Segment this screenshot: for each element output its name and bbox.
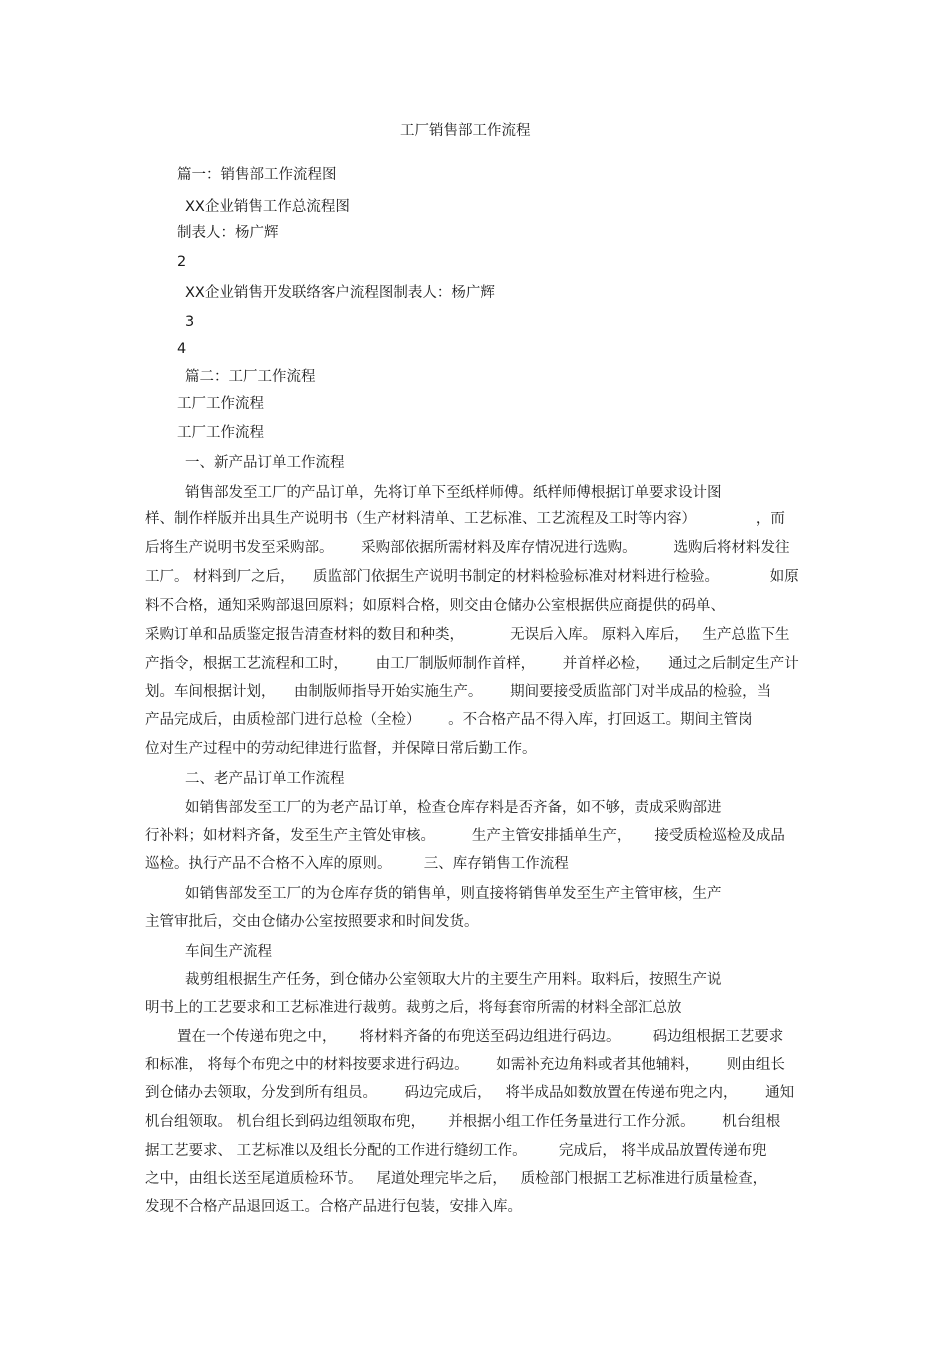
- paragraph-line: 发现不合格产品退回返工。合格产品进行包装，安排入库。: [145, 1199, 522, 1215]
- paragraph-line: 如销售部发至工厂的为老产品订单，检查仓库存料是否齐备，如不够，责成采购部进: [185, 800, 722, 816]
- paragraph-line: 产品完成后，由质检部门进行总检（全检） 。不合格产品不得入库，打回返工。期间主管岗: [145, 712, 753, 728]
- paragraph-line: 后将生产说明书发至采购部。 采购部依据所需材料及库存情况进行选购。 选购后将材料发往: [145, 540, 790, 556]
- text-line: 篇一：销售部工作流程图: [177, 167, 337, 183]
- section-heading: 篇二：工厂工作流程: [185, 369, 316, 385]
- paragraph-line: 机台组领取。 机台组长到码边组领取布兜， 并根据小组工作任务量进行工作分派。 机台组根: [145, 1114, 781, 1130]
- paragraph-line: 位对生产过程中的劳动纪律进行监督，并保障日常后勤工作。: [145, 741, 537, 757]
- text-line: 2: [177, 254, 187, 270]
- text-line: 4: [177, 341, 187, 357]
- paragraph-line: 如销售部发至工厂的为仓库存货的销售单，则直接将销售单发至生产主管审核，生产: [185, 886, 722, 902]
- paragraph-line: 明书上的工艺要求和工艺标准进行裁剪。裁剪之后，将每套帘所需的材料全部汇总放: [145, 1000, 682, 1016]
- text-line: 工厂工作流程: [177, 396, 264, 412]
- paragraph-line: 和标准， 将每个布兜之中的材料按要求进行码边。 如需补充边角料或者其他辅料， 则由组长: [145, 1057, 785, 1073]
- paragraph-line: 工厂。 材料到厂之后， 质监部门依据生产说明书制定的材料检验标准对材料进行检验。 如原: [145, 569, 799, 585]
- text-line: 工厂工作流程: [177, 425, 264, 441]
- paragraph-line: 销售部发至工厂的产品订单，先将订单下至纸样师傅。纸样师傅根据订单要求设计图: [185, 485, 722, 501]
- text-line: 3: [185, 314, 195, 330]
- paragraph-line: 主管审批后，交由仓储办公室按照要求和时间发货。: [145, 914, 479, 930]
- paragraph-line: 巡检。执行产品不合格不入库的原则。 三、库存销售工作流程: [145, 856, 569, 872]
- section-heading: 车间生产流程: [185, 944, 272, 960]
- paragraph-line: 之中，由组长送至尾道质检环节。 尾道处理完毕之后， 质检部门根据工艺标准进行质量检查，: [145, 1171, 768, 1187]
- paragraph-line: 划。车间根据计划， 由制版师指导开始实施生产。 期间要接受质监部门对半成品的检验，当: [145, 684, 772, 700]
- section-heading: 一、新产品订单工作流程: [185, 455, 345, 471]
- section-heading: 二、老产品订单工作流程: [185, 771, 345, 787]
- paragraph-line: 据工艺要求、 工艺标准以及组长分配的工作进行缝纫工作。 完成后， 将半成品放置传递布兜: [145, 1143, 767, 1159]
- text-line: 制表人：杨广辉: [177, 225, 279, 241]
- text-line: XX企业销售开发联络客户流程图制表人：杨广辉: [185, 285, 495, 301]
- paragraph-line: 产指令，根据工艺流程和工时， 由工厂制版师制作首样， 并首样必检， 通过之后制定生产计: [145, 656, 799, 672]
- paragraph-line: 样、制作样版并出具生产说明书（生产材料清单、工艺标准、工艺流程及工时等内容） ，而: [145, 511, 785, 527]
- paragraph-line: 置在一个传递布兜之中， 将材料齐备的布兜送至码边组进行码边。 码边组根据工艺要求: [177, 1029, 784, 1045]
- document-title: 工厂销售部工作流程: [400, 123, 531, 139]
- paragraph-line: 到仓储办去领取，分发到所有组员。 码边完成后， 将半成品如数放置在传递布兜之内， 通知: [145, 1085, 795, 1101]
- paragraph-line: 料不合格，通知采购部退回原料；如原料合格，则交由仓储办公室根据供应商提供的码单、: [145, 598, 725, 614]
- paragraph-line: 裁剪组根据生产任务，到仓储办公室领取大片的主要生产用料。取料后，按照生产说: [185, 972, 722, 988]
- paragraph-line: 行补料；如材料齐备，发至生产主管处审核。 生产主管安排插单生产， 接受质检巡检及成品: [145, 828, 785, 844]
- paragraph-line: 采购订单和品质鉴定报告清查材料的数目和种类， 无误后入库。 原料入库后， 生产总监下生: [145, 627, 790, 643]
- text-line: XX企业销售工作总流程图: [185, 199, 350, 215]
